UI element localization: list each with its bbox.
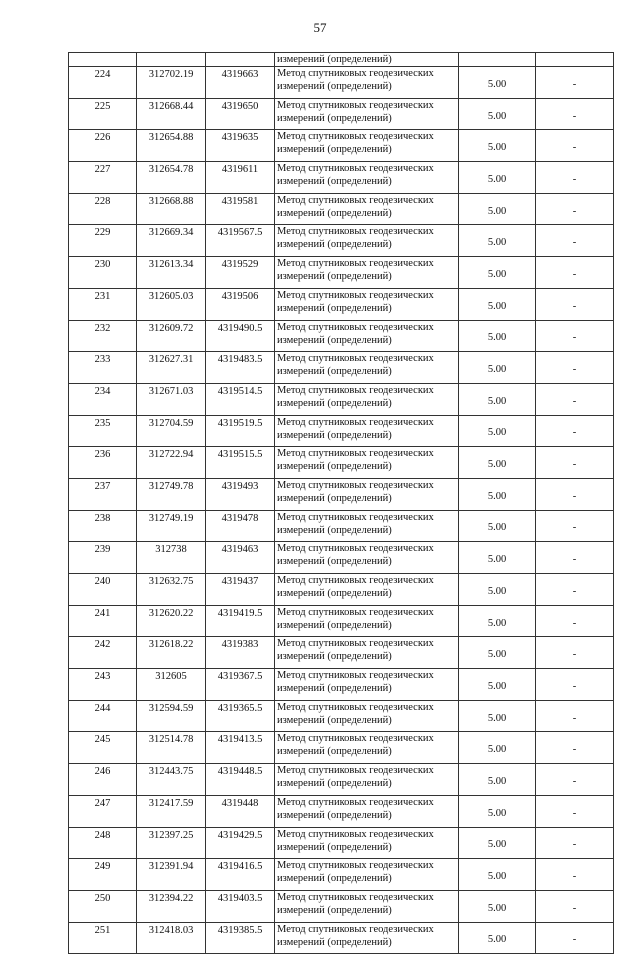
y-coordinate-cell: 4319413.5 [206, 732, 275, 764]
x-coordinate-cell: 312417.59 [137, 795, 206, 827]
method-line-2: измерений (определений) [277, 302, 392, 314]
note-cell: - [536, 922, 614, 954]
accuracy-cell: 5.00 [459, 669, 536, 701]
method-cell [275, 288, 459, 320]
accuracy-cell: 5.00 [459, 732, 536, 764]
method-line-1: Метод спутниковых геодезических [277, 353, 434, 365]
point-number-cell: 245 [69, 732, 137, 764]
point-number-cell: 238 [69, 510, 137, 542]
note-cell: - [536, 98, 614, 130]
table-row [69, 732, 614, 764]
method-cell [275, 669, 459, 701]
method-cell [275, 605, 459, 637]
note-cell: - [536, 605, 614, 637]
method-cell [275, 320, 459, 352]
method-cell [275, 415, 459, 447]
method-line-2: измерений (определений) [277, 207, 392, 219]
method-line-2: измерений (определений) [277, 461, 392, 473]
x-coordinate-cell: 312394.22 [137, 890, 206, 922]
x-coordinate-cell: 312594.59 [137, 700, 206, 732]
method-line-1: Метод спутниковых геодезических [277, 891, 434, 903]
accuracy-cell: 5.00 [459, 288, 536, 320]
point-number-cell: 250 [69, 890, 137, 922]
table-body [69, 53, 614, 954]
method-line-2: измерений (определений) [277, 904, 392, 916]
method-line-2: измерений (определений) [277, 809, 392, 821]
method-line-2: измерений (определений) [277, 841, 392, 853]
coordinates-table [68, 52, 614, 954]
method-line-2: измерений (определений) [277, 81, 392, 92]
table-row [69, 447, 614, 479]
x-coordinate-cell: 312609.72 [137, 320, 206, 352]
point-number-cell: 242 [69, 637, 137, 669]
x-coordinate-cell: 312722.94 [137, 447, 206, 479]
y-coordinate-cell: 4319581 [206, 193, 275, 225]
method-line-2: измерений (определений) [277, 429, 392, 441]
note-cell: - [536, 890, 614, 922]
method-line-2: измерений (определений) [277, 334, 392, 346]
y-coordinate-cell: 4319611 [206, 162, 275, 194]
point-number-cell: 229 [69, 225, 137, 257]
method-line-1: Метод спутниковых геодезических [277, 638, 434, 650]
method-line-1: Метод спутниковых геодезических [277, 670, 434, 682]
method-line-2: измерений (определений) [277, 366, 392, 378]
y-coordinate-cell: 4319419.5 [206, 605, 275, 637]
table-row [69, 637, 614, 669]
y-coordinate-cell: 4319429.5 [206, 827, 275, 859]
method-line-1: Метод спутниковых геодезических [277, 733, 434, 745]
method-line-2: измерений (определений) [277, 397, 392, 409]
point-number-cell: 240 [69, 574, 137, 606]
method-line-2: измерений (определений) [277, 144, 392, 156]
accuracy-cell: 5.00 [459, 795, 536, 827]
method-line-1: Метод спутниковых геодезических [277, 384, 434, 396]
note-cell: - [536, 67, 614, 99]
method-cell [275, 637, 459, 669]
method-line-1: Метод спутниковых геодезических [277, 448, 434, 460]
method-line-2: измерений (определений) [277, 873, 392, 885]
table-row [69, 478, 614, 510]
point-number-cell: 243 [69, 669, 137, 701]
method-line-2: измерений (определений) [277, 683, 392, 695]
x-coordinate-cell: 312738 [137, 542, 206, 574]
x-coordinate-cell: 312654.88 [137, 130, 206, 162]
table-row [69, 890, 614, 922]
note-cell: - [536, 415, 614, 447]
x-coordinate-cell: 312668.88 [137, 193, 206, 225]
y-coordinate-cell: 4319506 [206, 288, 275, 320]
note-cell: - [536, 542, 614, 574]
y-coordinate-cell: 4319478 [206, 510, 275, 542]
y-coordinate-cell: 4319663 [206, 67, 275, 99]
note-cell: - [536, 383, 614, 415]
x-coordinate-cell: 312669.34 [137, 225, 206, 257]
table-row [69, 225, 614, 257]
note-cell: - [536, 764, 614, 796]
point-number-cell: 249 [69, 859, 137, 891]
point-number-cell: 244 [69, 700, 137, 732]
cell-empty [137, 53, 206, 67]
accuracy-cell: 5.00 [459, 922, 536, 954]
method-cell [275, 510, 459, 542]
x-coordinate-cell: 312397.25 [137, 827, 206, 859]
table-row [69, 320, 614, 352]
table-row [69, 193, 614, 225]
table-row [69, 542, 614, 574]
accuracy-cell: 5.00 [459, 130, 536, 162]
x-coordinate-cell: 312514.78 [137, 732, 206, 764]
method-line-1: Метод спутниковых геодезических [277, 321, 434, 333]
method-line-1: Метод спутниковых геодезических [277, 606, 434, 618]
table-row [69, 162, 614, 194]
method-line-2: измерений (определений) [277, 524, 392, 536]
accuracy-cell: 5.00 [459, 605, 536, 637]
page-number: 57 [313, 20, 327, 35]
y-coordinate-cell: 4319367.5 [206, 669, 275, 701]
method-line-1: Метод спутниковых геодезических [277, 511, 434, 523]
table-row [69, 510, 614, 542]
point-number-cell: 224 [69, 67, 137, 99]
table-row [69, 257, 614, 289]
method-cell [275, 257, 459, 289]
method-cell [275, 574, 459, 606]
method-line-1: Метод спутниковых геодезических [277, 860, 434, 872]
method-cell [275, 922, 459, 954]
y-coordinate-cell: 4319416.5 [206, 859, 275, 891]
table-row [69, 859, 614, 891]
method-line-1: Метод спутниковых геодезических [277, 289, 434, 301]
method-cell [275, 67, 459, 99]
table-row [69, 415, 614, 447]
y-coordinate-cell: 4319365.5 [206, 700, 275, 732]
y-coordinate-cell: 4319490.5 [206, 320, 275, 352]
method-line-1: Метод спутниковых геодезических [277, 479, 434, 491]
y-coordinate-cell: 4319383 [206, 637, 275, 669]
note-cell: - [536, 352, 614, 384]
y-coordinate-cell: 4319463 [206, 542, 275, 574]
y-coordinate-cell: 4319493 [206, 478, 275, 510]
note-cell: - [536, 130, 614, 162]
x-coordinate-cell: 312671.03 [137, 383, 206, 415]
method-line-1: Метод спутниковых геодезических [277, 701, 434, 713]
note-cell: - [536, 700, 614, 732]
x-coordinate-cell: 312605.03 [137, 288, 206, 320]
x-coordinate-cell: 312605 [137, 669, 206, 701]
method-line-1: Метод спутниковых геодезических [277, 543, 434, 555]
method-cell [275, 383, 459, 415]
accuracy-cell: 5.00 [459, 764, 536, 796]
x-coordinate-cell: 312632.75 [137, 574, 206, 606]
accuracy-cell: 5.00 [459, 415, 536, 447]
method-line-1: Метод спутниковых геодезических [277, 416, 434, 428]
table-row [69, 764, 614, 796]
point-number-cell: 226 [69, 130, 137, 162]
note-cell: - [536, 732, 614, 764]
table-row [69, 383, 614, 415]
continued-row [69, 53, 614, 67]
method-line-1: Метод спутниковых геодезических [277, 226, 434, 238]
method-cell [275, 859, 459, 891]
method-cell [275, 542, 459, 574]
note-cell: - [536, 637, 614, 669]
x-coordinate-cell: 312702.19 [137, 67, 206, 99]
note-cell: - [536, 859, 614, 891]
x-coordinate-cell: 312654.78 [137, 162, 206, 194]
table-row [69, 130, 614, 162]
table-row [69, 827, 614, 859]
method-line-2: измерений (определений) [277, 714, 392, 726]
point-number-cell: 247 [69, 795, 137, 827]
method-line-2: измерений (определений) [277, 778, 392, 790]
y-coordinate-cell: 4319650 [206, 98, 275, 130]
method-cell [275, 447, 459, 479]
y-coordinate-cell: 4319515.5 [206, 447, 275, 479]
method-continuation: измерений (определений) [275, 53, 459, 67]
accuracy-cell: 5.00 [459, 890, 536, 922]
method-line-2: измерений (определений) [277, 651, 392, 663]
x-coordinate-cell: 312749.78 [137, 478, 206, 510]
point-number-cell: 251 [69, 922, 137, 954]
method-line-1: Метод спутниковых геодезических [277, 796, 434, 808]
table-row [69, 352, 614, 384]
point-number-cell: 241 [69, 605, 137, 637]
accuracy-cell: 5.00 [459, 320, 536, 352]
point-number-cell: 231 [69, 288, 137, 320]
method-line-1: Метод спутниковых геодезических [277, 99, 434, 111]
method-line-1: Метод спутниковых геодезических [277, 68, 434, 79]
accuracy-cell: 5.00 [459, 574, 536, 606]
method-line-1: Метод спутниковых геодезических [277, 575, 434, 586]
accuracy-cell: 5.00 [459, 447, 536, 479]
point-number-cell: 248 [69, 827, 137, 859]
method-cell [275, 795, 459, 827]
x-coordinate-cell: 312443.75 [137, 764, 206, 796]
table-row [69, 669, 614, 701]
point-number-cell: 237 [69, 478, 137, 510]
y-coordinate-cell: 4319437 [206, 574, 275, 606]
method-cell [275, 764, 459, 796]
method-line-1: Метод спутниковых геодезических [277, 765, 434, 777]
method-cell [275, 890, 459, 922]
note-cell: - [536, 795, 614, 827]
point-number-cell: 233 [69, 352, 137, 384]
method-cell [275, 98, 459, 130]
accuracy-cell: 5.00 [459, 383, 536, 415]
accuracy-cell: 5.00 [459, 67, 536, 99]
accuracy-cell: 5.00 [459, 162, 536, 194]
method-cell [275, 162, 459, 194]
accuracy-cell: 5.00 [459, 859, 536, 891]
table-row [69, 288, 614, 320]
method-cell [275, 700, 459, 732]
x-coordinate-cell: 312391.94 [137, 859, 206, 891]
method-cell [275, 732, 459, 764]
method-cell [275, 827, 459, 859]
x-coordinate-cell: 312620.22 [137, 605, 206, 637]
x-coordinate-cell: 312618.22 [137, 637, 206, 669]
y-coordinate-cell: 4319385.5 [206, 922, 275, 954]
x-coordinate-cell: 312418.03 [137, 922, 206, 954]
cell-empty [69, 53, 137, 67]
accuracy-cell: 5.00 [459, 637, 536, 669]
accuracy-cell: 5.00 [459, 98, 536, 130]
method-line-1: Метод спутниковых геодезических [277, 194, 434, 206]
method-line-2: измерений (определений) [277, 112, 392, 124]
y-coordinate-cell: 4319448.5 [206, 764, 275, 796]
accuracy-cell: 5.00 [459, 510, 536, 542]
method-cell [275, 193, 459, 225]
note-cell: - [536, 225, 614, 257]
accuracy-cell: 5.00 [459, 542, 536, 574]
y-coordinate-cell: 4319529 [206, 257, 275, 289]
accuracy-cell: 5.00 [459, 257, 536, 289]
note-cell: - [536, 447, 614, 479]
y-coordinate-cell: 4319514.5 [206, 383, 275, 415]
x-coordinate-cell: 312704.59 [137, 415, 206, 447]
cell-empty [536, 53, 614, 67]
accuracy-cell: 5.00 [459, 193, 536, 225]
method-line-1: Метод спутниковых геодезических [277, 828, 434, 840]
point-number-cell: 228 [69, 193, 137, 225]
method-line-1: Метод спутниковых геодезических [277, 131, 434, 143]
x-coordinate-cell: 312749.19 [137, 510, 206, 542]
method-line-1: Метод спутниковых геодезических [277, 258, 434, 270]
point-number-cell: 230 [69, 257, 137, 289]
y-coordinate-cell: 4319635 [206, 130, 275, 162]
point-number-cell: 225 [69, 98, 137, 130]
note-cell: - [536, 669, 614, 701]
note-cell: - [536, 193, 614, 225]
cell-empty [459, 53, 536, 67]
table-row [69, 700, 614, 732]
method-line-2: измерений (определений) [277, 176, 392, 188]
note-cell: - [536, 510, 614, 542]
point-number-cell: 227 [69, 162, 137, 194]
accuracy-cell: 5.00 [459, 827, 536, 859]
method-cell [275, 478, 459, 510]
method-line-1: Метод спутниковых геодезических [277, 163, 434, 175]
x-coordinate-cell: 312627.31 [137, 352, 206, 384]
note-cell: - [536, 257, 614, 289]
table-row [69, 67, 614, 99]
y-coordinate-cell: 4319567.5 [206, 225, 275, 257]
y-coordinate-cell: 4319403.5 [206, 890, 275, 922]
point-number-cell: 239 [69, 542, 137, 574]
point-number-cell: 235 [69, 415, 137, 447]
method-line-2: измерений (определений) [277, 619, 392, 631]
table-row [69, 98, 614, 130]
y-coordinate-cell: 4319483.5 [206, 352, 275, 384]
method-line-2: измерений (определений) [277, 492, 392, 504]
method-line-2: измерений (определений) [277, 746, 392, 758]
x-coordinate-cell: 312613.34 [137, 257, 206, 289]
point-number-cell: 246 [69, 764, 137, 796]
y-coordinate-cell: 4319448 [206, 795, 275, 827]
cell-empty [206, 53, 275, 67]
point-number-cell: 236 [69, 447, 137, 479]
method-line-1: Метод спутниковых геодезических [277, 923, 434, 935]
method-line-2: измерений (определений) [277, 239, 392, 251]
method-line-2: измерений (определений) [277, 588, 392, 599]
point-number-cell: 234 [69, 383, 137, 415]
method-cell [275, 225, 459, 257]
accuracy-cell: 5.00 [459, 700, 536, 732]
method-cell [275, 130, 459, 162]
note-cell: - [536, 574, 614, 606]
note-cell: - [536, 827, 614, 859]
method-line-2: измерений (определений) [277, 556, 392, 568]
accuracy-cell: 5.00 [459, 352, 536, 384]
note-cell: - [536, 320, 614, 352]
accuracy-cell: 5.00 [459, 225, 536, 257]
table-row [69, 795, 614, 827]
note-cell: - [536, 162, 614, 194]
note-cell: - [536, 478, 614, 510]
x-coordinate-cell: 312668.44 [137, 98, 206, 130]
method-line-2: измерений (определений) [277, 936, 392, 948]
method-line-2: измерений (определений) [277, 271, 392, 283]
point-number-cell: 232 [69, 320, 137, 352]
table-row [69, 605, 614, 637]
method-cell [275, 352, 459, 384]
table-row [69, 574, 614, 606]
table-row [69, 922, 614, 954]
note-cell: - [536, 288, 614, 320]
accuracy-cell: 5.00 [459, 478, 536, 510]
y-coordinate-cell: 4319519.5 [206, 415, 275, 447]
